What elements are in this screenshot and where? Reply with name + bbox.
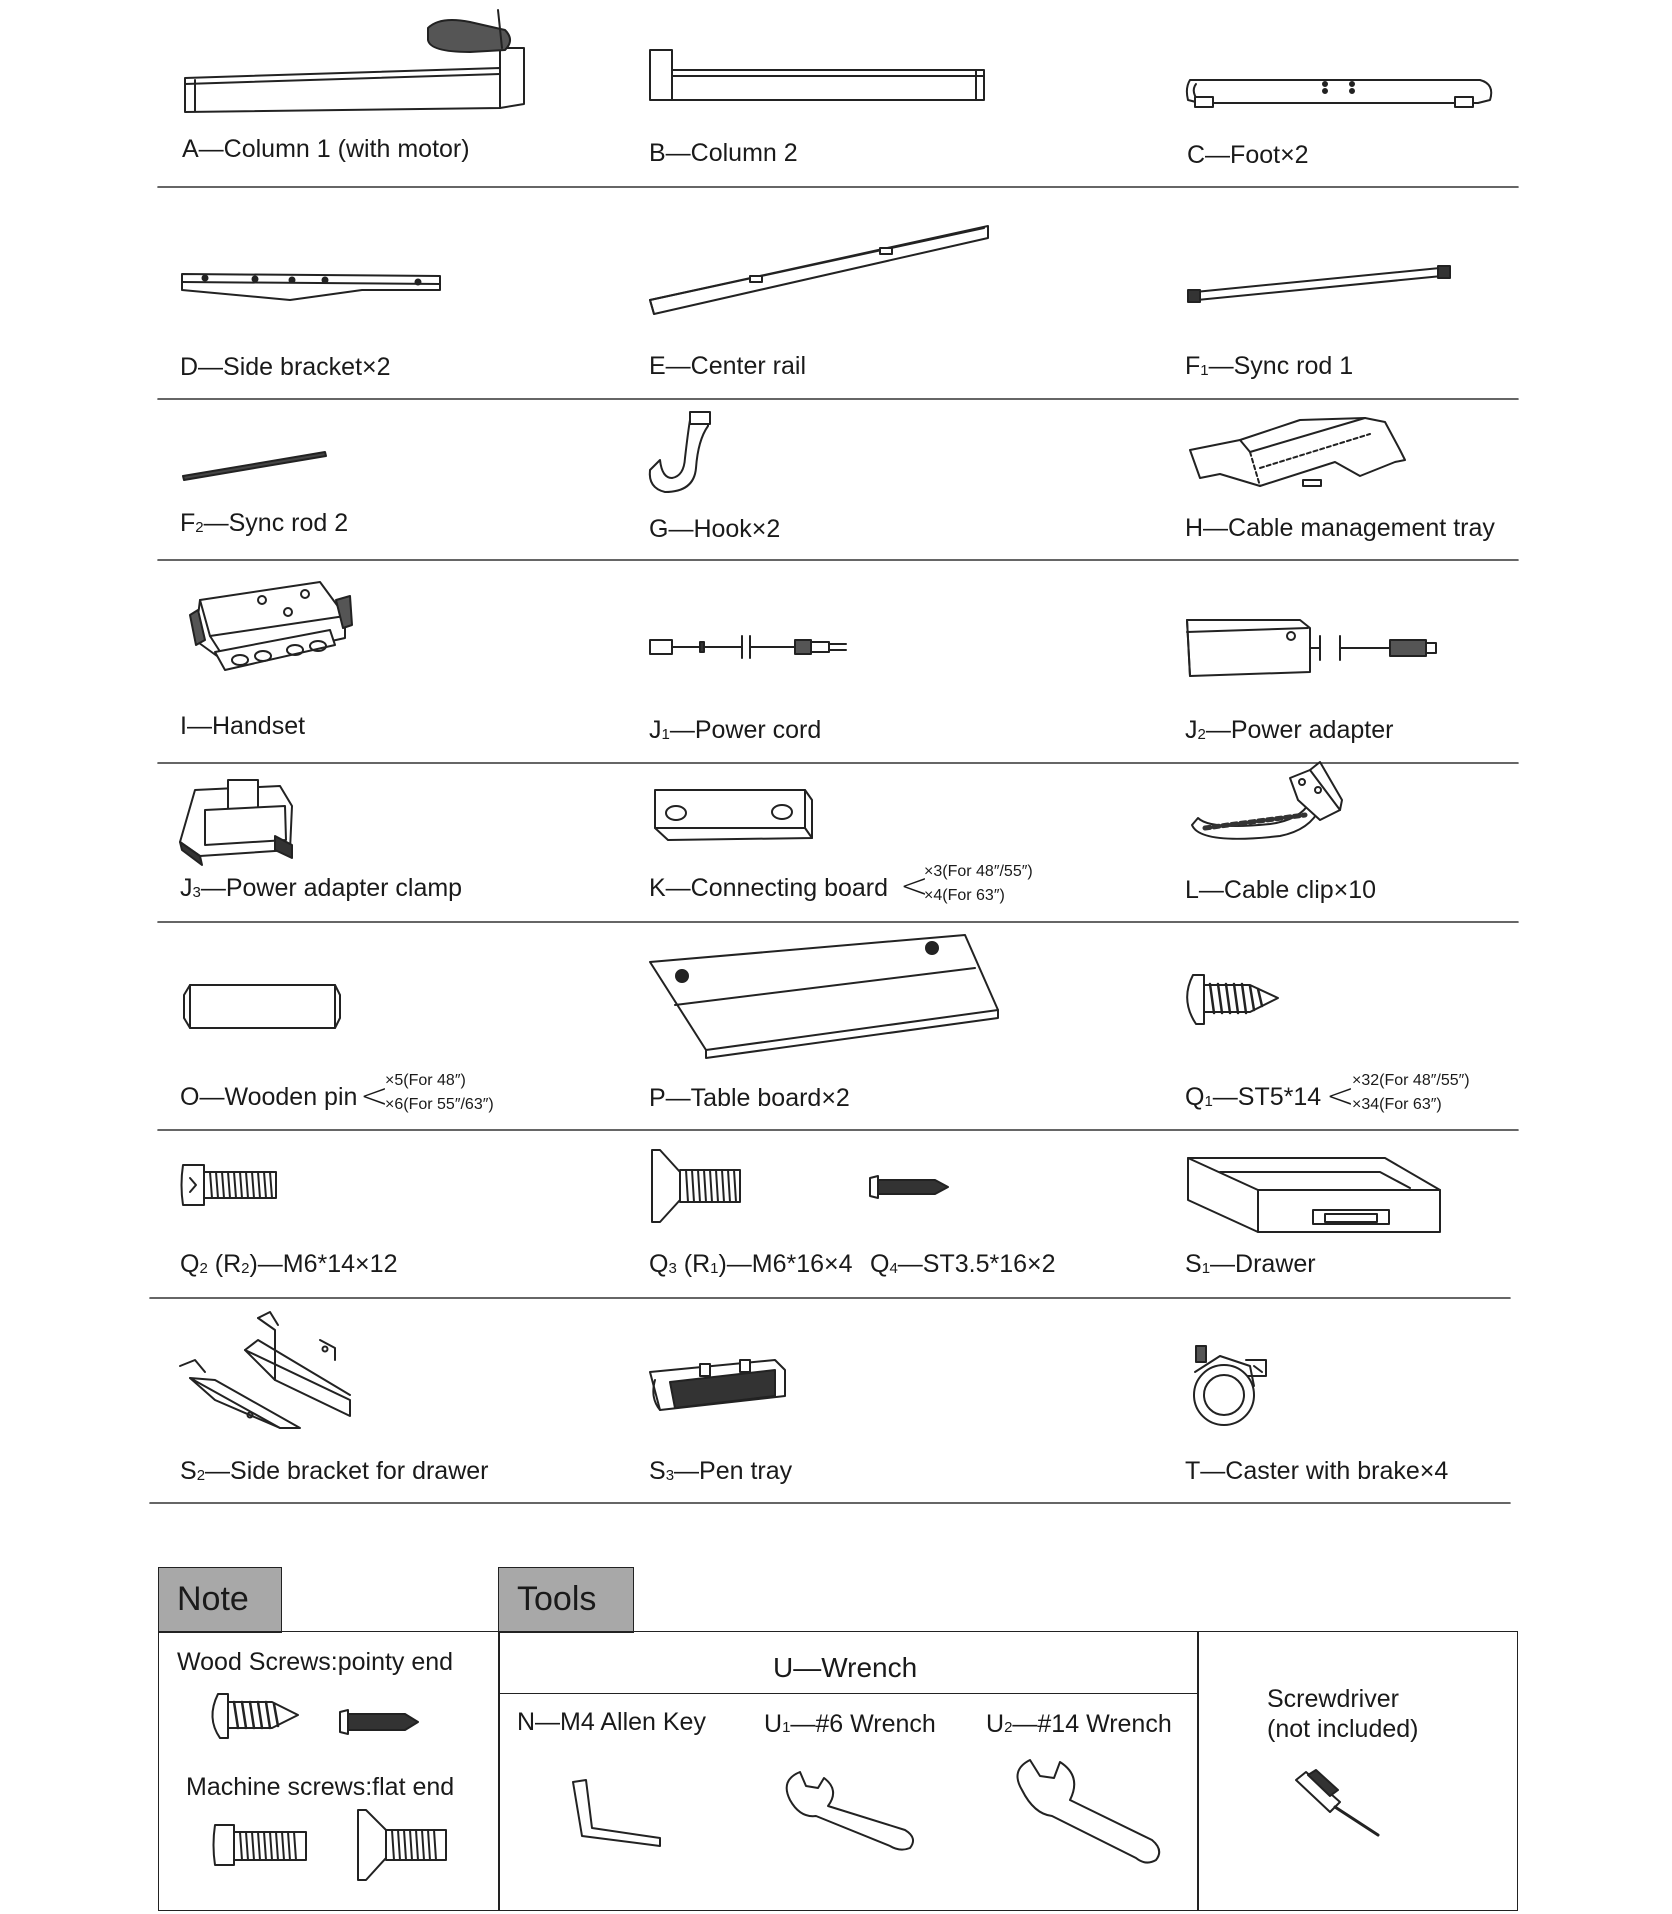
part-label-s1: $S_1—Drawer$ [1185, 1250, 1316, 1278]
wrench-6-label: U1—#6 Wrench [764, 1710, 936, 1738]
side-bracket-icon [182, 274, 440, 300]
power-cord-icon [650, 636, 846, 658]
screwdriver-label: Screwdriver (not included) [1267, 1685, 1419, 1743]
hook-icon [650, 412, 710, 492]
table-board-icon [650, 935, 998, 1058]
machine-screw-m6-14-icon [182, 1165, 277, 1205]
connecting-board-icon [655, 790, 812, 840]
drawer-side-bracket-icon [180, 1312, 350, 1428]
part-label-b: B—Column 2 [649, 139, 798, 167]
part-label-l: L—Cable clip×10 [1185, 876, 1377, 904]
center-rail-icon [650, 226, 988, 314]
note-header: Note [158, 1567, 282, 1633]
k-qty-list: ×3(For 48″/55″) ×4(For 63″) [924, 863, 1033, 904]
part-label-c: C—Foot×2 [1187, 141, 1309, 169]
part-label-q3: $Q_3$ $(R_1)—M6*16\times 4$ [649, 1250, 853, 1278]
drawer-icon [1188, 1158, 1440, 1232]
wooden-pin-icon [184, 985, 340, 1028]
tools-column-divider [1197, 1631, 1199, 1911]
part-label-d: D—Side bracket×2 [180, 353, 391, 381]
wrench-14-label: U2—#14 Wrench [986, 1710, 1172, 1738]
part-label-s2: $S_2—Side$ bracket for drawer [180, 1457, 489, 1485]
part-label-j2: $J_2—Power$ adapter [1185, 716, 1394, 744]
machine-screw-m6-16-icon [652, 1150, 740, 1222]
part-label-e: E—Center rail [649, 352, 806, 380]
part-label-a: A—Column 1 (with motor) [182, 135, 470, 163]
foot-icon [1187, 80, 1491, 107]
part-label-h: H—Cable management tray [1185, 514, 1495, 542]
cable-clip-icon [1192, 762, 1342, 839]
part-label-p: P—Table board×2 [649, 1084, 850, 1112]
part-label-g: G—Hook×2 [649, 515, 781, 543]
k-qty-bracket: < [900, 866, 929, 906]
part-label-t: T—Caster with brake×4 [1185, 1457, 1449, 1485]
part-label-j3: $J_3—Power$ adapter clamp [180, 874, 463, 902]
part-label-j1: $J_1—Power$ cord [649, 716, 822, 744]
part-label-q4: $Q_4—ST3.5*16\times 2$ [870, 1250, 1056, 1278]
pen-tray-icon [650, 1360, 785, 1410]
power-adapter-icon [1187, 620, 1436, 676]
sync-rod-1-icon [1188, 266, 1450, 302]
wrench-title: U—Wrench [773, 1652, 918, 1683]
part-label-o: O—Wooden pin [180, 1083, 358, 1111]
part-label-s3: $S_3—Pen$ tray [649, 1457, 793, 1485]
part-label-k: K—Connecting board [649, 874, 889, 902]
wood-screw-st3-icon [870, 1176, 948, 1198]
power-adapter-clamp-icon [180, 780, 292, 865]
column-1-icon [185, 10, 524, 112]
o-qty-bracket: < [360, 1076, 389, 1116]
part-label-i: I—Handset [180, 712, 306, 740]
part-label-q2: $Q_2$ $(R_2)—M6*14\times 12$ [180, 1250, 398, 1278]
tools-header: Tools [498, 1567, 634, 1633]
column-2-icon [650, 50, 984, 100]
caster-icon [1194, 1346, 1266, 1425]
handset-icon [190, 582, 352, 670]
cable-tray-icon [1190, 418, 1405, 486]
wood-screw-st5-icon [1187, 975, 1278, 1024]
sync-rod-2-icon [183, 452, 326, 480]
part-label-f1: $F_1—Sync$ rod 1 [1185, 352, 1354, 380]
o-qty-list: ×5(For 48″) ×6(For 55″/63″) [385, 1072, 494, 1113]
allen-key-label: N—M4 Allen Key [517, 1708, 706, 1736]
row-dividers [150, 187, 1518, 1503]
part-label-f2: $F_2—Sync$ rod 2 [180, 509, 349, 537]
q1-qty-bracket: < [1326, 1076, 1355, 1116]
note-wood-screws-text: Wood Screws:pointy end [177, 1648, 454, 1676]
part-label-q1: $Q_1—ST5*14$ [1185, 1083, 1322, 1111]
note-machine-screws-text: Machine screws:flat end [186, 1773, 455, 1801]
q1-qty-list: ×32(For 48″/55″) ×34(For 63″) [1352, 1072, 1470, 1113]
